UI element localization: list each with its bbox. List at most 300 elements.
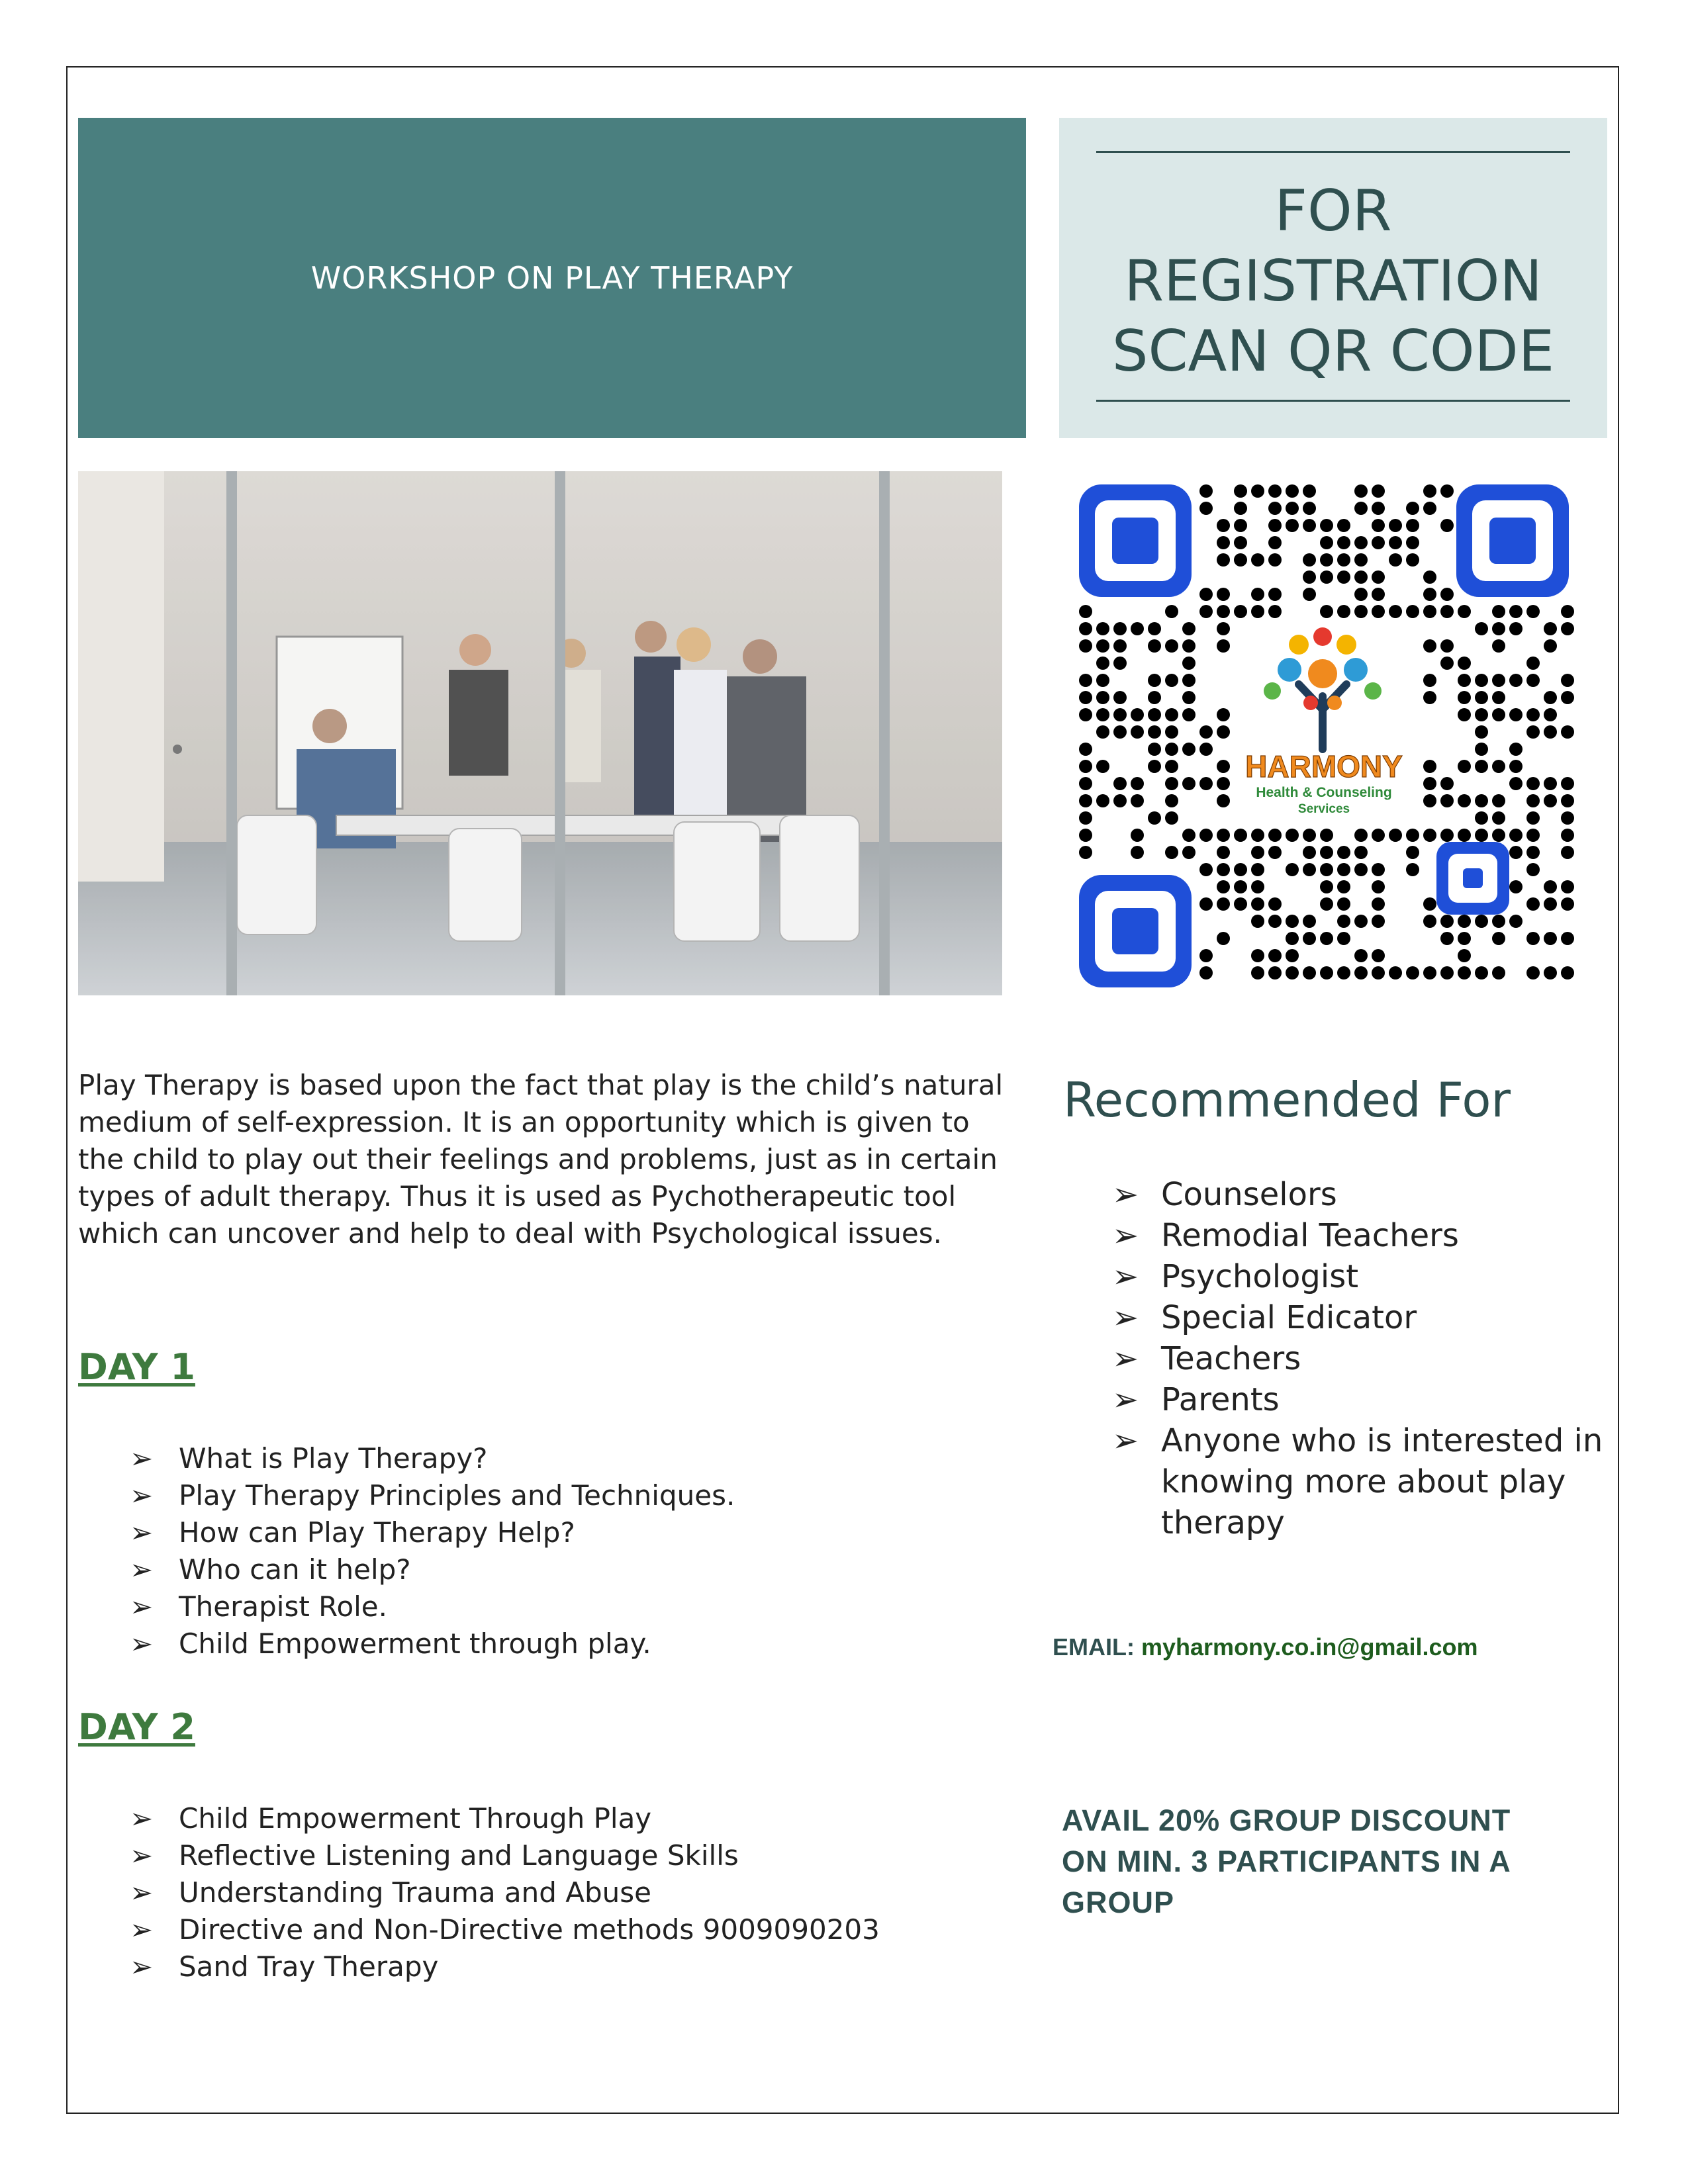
qr-module (1561, 897, 1574, 911)
qr-module (1492, 622, 1505, 635)
qr-module (1526, 811, 1540, 825)
qr-module (1458, 949, 1471, 962)
arrow-bullet-icon: ➢ (1112, 1217, 1139, 1254)
qr-module (1268, 484, 1282, 498)
qr-module (1492, 915, 1505, 928)
qr-module (1251, 897, 1264, 911)
arrow-bullet-icon: ➢ (130, 1950, 154, 1983)
qr-module (1423, 588, 1436, 601)
qr-module (1320, 536, 1333, 549)
qr-module (1458, 674, 1471, 687)
qr-module (1234, 502, 1247, 515)
qr-module (1423, 760, 1436, 773)
arrow-bullet-icon: ➢ (130, 1876, 154, 1909)
qr-module (1440, 966, 1454, 979)
recommended-audience-text: Remodial Teachers (1161, 1217, 1459, 1254)
qr-module (1303, 863, 1316, 876)
day1-topic (130, 1625, 990, 1662)
qr-module (1423, 674, 1436, 687)
qr-module (1165, 777, 1178, 790)
qr-module (1561, 674, 1574, 687)
qr-module (1544, 897, 1557, 911)
recommended-audience (1112, 1297, 1615, 1338)
qr-module (1561, 794, 1574, 807)
qr-module (1458, 915, 1471, 928)
qr-module (1372, 829, 1385, 842)
qr-module (1199, 777, 1213, 790)
qr-module (1526, 725, 1540, 739)
recommended-audience (1112, 1256, 1615, 1297)
qr-module (1286, 949, 1299, 962)
qr-module (1354, 949, 1368, 962)
qr-module (1544, 794, 1557, 807)
qr-module (1440, 605, 1454, 618)
recommended-audience-text: Special Edicator (1161, 1299, 1417, 1336)
day1-topic (130, 1588, 990, 1625)
qr-module (1389, 536, 1402, 549)
qr-module (1389, 605, 1402, 618)
qr-module (1079, 760, 1092, 773)
qr-module (1182, 674, 1196, 687)
qr-module (1475, 622, 1488, 635)
qr-module (1217, 519, 1230, 532)
qr-module (1440, 915, 1454, 928)
qr-module (1475, 691, 1488, 704)
arrow-bullet-icon: ➢ (1112, 1381, 1139, 1418)
qr-module (1389, 519, 1402, 532)
qr-module (1372, 915, 1385, 928)
registration-line-3: SCAN QR CODE (1111, 318, 1555, 385)
arrow-bullet-icon: ➢ (1112, 1176, 1139, 1213)
day2-topic-text: Sand Tray Therapy (179, 1950, 439, 1983)
qr-module (1561, 829, 1574, 842)
qr-module (1526, 674, 1540, 687)
qr-module (1286, 966, 1299, 979)
qr-module (1268, 553, 1282, 567)
qr-module (1148, 639, 1161, 653)
day1-topic (130, 1440, 990, 1477)
qr-module (1286, 502, 1299, 515)
qr-module (1526, 966, 1540, 979)
qr-module (1492, 605, 1505, 618)
qr-module (1440, 519, 1454, 532)
logo-tagline-2: Services (1297, 802, 1350, 816)
qr-module (1096, 725, 1109, 739)
qr-module (1561, 691, 1574, 704)
qr-module (1561, 846, 1574, 859)
qr-module (1440, 657, 1454, 670)
qr-module (1217, 605, 1230, 618)
qr-module (1320, 570, 1333, 584)
qr-module (1251, 966, 1264, 979)
qr-module (1096, 674, 1109, 687)
qr-module (1286, 863, 1299, 876)
qr-module (1217, 536, 1230, 549)
day1-topics (130, 1440, 990, 1662)
meeting-photo (78, 471, 1002, 995)
qr-module (1423, 829, 1436, 842)
qr-module (1199, 949, 1213, 962)
qr-module (1234, 536, 1247, 549)
qr-module (1286, 829, 1299, 842)
qr-module (1458, 657, 1471, 670)
qr-module (1372, 536, 1385, 549)
qr-module (1475, 794, 1488, 807)
day2-topic (130, 1874, 990, 1911)
group-discount-offer: AVAIL 20% GROUP DISCOUNT ON MIN. 3 PARTICIPANTS IN A GROUP (1062, 1803, 1511, 1919)
registration-qr-code[interactable] (1066, 471, 1582, 1001)
qr-module (1268, 605, 1282, 618)
qr-module (1182, 829, 1196, 842)
qr-module (1372, 897, 1385, 911)
qr-module (1286, 484, 1299, 498)
qr-module (1354, 536, 1368, 549)
qr-module (1113, 639, 1127, 653)
qr-module (1475, 760, 1488, 773)
qr-module (1389, 966, 1402, 979)
qr-module (1561, 605, 1574, 618)
qr-module (1096, 708, 1109, 721)
qr-module (1544, 777, 1557, 790)
qr-module (1372, 605, 1385, 618)
qr-module (1217, 639, 1230, 653)
qr-module (1492, 794, 1505, 807)
qr-module (1544, 880, 1557, 893)
arrow-bullet-icon: ➢ (130, 1516, 154, 1549)
arrow-bullet-icon: ➢ (130, 1442, 154, 1475)
qr-module (1182, 846, 1196, 859)
qr-module (1526, 846, 1540, 859)
qr-module (1217, 622, 1230, 635)
qr-module (1372, 863, 1385, 876)
qr-module (1079, 829, 1092, 842)
qr-module (1199, 743, 1213, 756)
qr-module (1406, 519, 1419, 532)
qr-module (1148, 760, 1161, 773)
qr-module (1303, 915, 1316, 928)
qr-module (1131, 777, 1144, 790)
qr-module (1148, 708, 1161, 721)
qr-module (1492, 639, 1505, 653)
qr-module (1423, 502, 1436, 515)
arrow-bullet-icon: ➢ (130, 1913, 154, 1946)
qr-module (1234, 484, 1247, 498)
qr-module (1406, 846, 1419, 859)
qr-module (1079, 846, 1092, 859)
qr-module (1509, 829, 1523, 842)
qr-module (1268, 502, 1282, 515)
email-address[interactable]: myharmony.co.in@gmail.com (1141, 1633, 1478, 1661)
day2-topics (130, 1800, 990, 1985)
qr-module (1354, 588, 1368, 601)
qr-module (1354, 484, 1368, 498)
day2-topic (130, 1948, 990, 1985)
qr-module (1544, 708, 1557, 721)
recommended-list (1112, 1174, 1615, 1543)
qr-module (1113, 657, 1127, 670)
qr-module (1165, 743, 1178, 756)
qr-module (1440, 932, 1454, 945)
qr-module (1251, 915, 1264, 928)
qr-module (1079, 691, 1092, 704)
qr-module (1372, 966, 1385, 979)
qr-module (1131, 829, 1144, 842)
qr-module (1113, 708, 1127, 721)
qr-module (1165, 760, 1178, 773)
qr-module (1268, 915, 1282, 928)
qr-module (1217, 760, 1230, 773)
qr-module (1148, 674, 1161, 687)
qr-module (1268, 897, 1282, 911)
qr-module (1475, 674, 1488, 687)
qr-module (1113, 777, 1127, 790)
day2-topic-text: Reflective Listening and Language Skills (179, 1839, 739, 1872)
workshop-title: WORKSHOP ON PLAY THERAPY (310, 260, 794, 296)
qr-module (1320, 829, 1333, 842)
registration-text (1059, 176, 1607, 387)
qr-module (1423, 915, 1436, 928)
qr-module (1509, 760, 1523, 773)
recommended-audience-text: Anyone who is interested in knowing more about play therapy (1161, 1422, 1603, 1541)
qr-module (1234, 829, 1247, 842)
qr-module (1165, 708, 1178, 721)
recommended-audience (1112, 1420, 1615, 1543)
qr-module (1148, 622, 1161, 635)
arrow-bullet-icon: ➢ (130, 1590, 154, 1623)
qr-module (1423, 897, 1436, 911)
qr-module (1475, 725, 1488, 739)
qr-module (1113, 622, 1127, 635)
qr-module (1354, 966, 1368, 979)
qr-module (1544, 725, 1557, 739)
qr-module (1182, 639, 1196, 653)
qr-module (1217, 708, 1230, 721)
day2-topic (130, 1837, 990, 1874)
day1-topic-text: What is Play Therapy? (179, 1442, 488, 1475)
qr-module (1423, 966, 1436, 979)
qr-module (1320, 519, 1333, 532)
qr-module (1217, 777, 1230, 790)
qr-module (1440, 588, 1454, 601)
day1-topic (130, 1477, 990, 1514)
qr-module (1458, 605, 1471, 618)
qr-module (1217, 863, 1230, 876)
qr-module (1320, 932, 1333, 945)
qr-module (1303, 829, 1316, 842)
day1-topic-text: Therapist Role. (179, 1590, 387, 1623)
qr-module (1492, 932, 1505, 945)
qr-module (1199, 966, 1213, 979)
qr-module (1148, 743, 1161, 756)
qr-module (1372, 484, 1385, 498)
qr-module (1458, 691, 1471, 704)
qr-module (1251, 605, 1264, 618)
qr-module (1268, 536, 1282, 549)
qr-module (1131, 708, 1144, 721)
qr-module (1458, 932, 1471, 945)
qr-module (1096, 622, 1109, 635)
qr-module (1182, 743, 1196, 756)
qr-module (1217, 846, 1230, 859)
qr-module (1423, 777, 1436, 790)
qr-module (1561, 622, 1574, 635)
qr-module (1458, 760, 1471, 773)
day2-topic-text: Child Empowerment Through Play (179, 1802, 652, 1835)
qr-module (1268, 966, 1282, 979)
logo-brand: HARMONY (1245, 749, 1403, 784)
qr-module (1475, 829, 1488, 842)
qr-module (1096, 760, 1109, 773)
qr-module (1165, 639, 1178, 653)
qr-module (1544, 639, 1557, 653)
qr-module (1372, 880, 1385, 893)
day2-topic (130, 1800, 990, 1837)
arrow-bullet-icon: ➢ (1112, 1422, 1139, 1459)
qr-module (1389, 829, 1402, 842)
qr-module (1423, 794, 1436, 807)
qr-module (1079, 639, 1092, 653)
qr-module (1440, 794, 1454, 807)
qr-module (1268, 949, 1282, 962)
qr-module (1199, 502, 1213, 515)
email-label: EMAIL: (1053, 1633, 1135, 1661)
qr-module (1234, 519, 1247, 532)
qr-module (1337, 863, 1350, 876)
arrow-bullet-icon: ➢ (1112, 1258, 1139, 1295)
qr-module (1165, 605, 1178, 618)
qr-module (1182, 657, 1196, 670)
qr-module (1199, 863, 1213, 876)
qr-module (1492, 966, 1505, 979)
qr-module (1337, 846, 1350, 859)
qr-module (1268, 588, 1282, 601)
qr-module (1079, 811, 1092, 825)
qr-module (1131, 846, 1144, 859)
qr-module (1406, 863, 1419, 876)
qr-module (1113, 691, 1127, 704)
qr-module (1406, 605, 1419, 618)
day2-heading: DAY 2 (78, 1706, 195, 1748)
qr-module (1251, 846, 1264, 859)
arrow-bullet-icon: ➢ (130, 1839, 154, 1872)
qr-module (1303, 502, 1316, 515)
qr-module (1475, 915, 1488, 928)
qr-module (1337, 932, 1350, 945)
qr-module (1251, 863, 1264, 876)
qr-module (1337, 536, 1350, 549)
qr-module (1320, 605, 1333, 618)
qr-module (1217, 829, 1230, 842)
qr-module (1079, 622, 1092, 635)
qr-module (1148, 691, 1161, 704)
qr-module (1165, 794, 1178, 807)
qr-module (1337, 897, 1350, 911)
qr-module (1303, 519, 1316, 532)
qr-module (1251, 829, 1264, 842)
qr-module (1475, 811, 1488, 825)
qr-module (1165, 674, 1178, 687)
logo-tagline-1: Health & Counseling (1256, 785, 1392, 800)
qr-module (1268, 846, 1282, 859)
qr-module (1337, 880, 1350, 893)
qr-module (1544, 691, 1557, 704)
qr-module (1079, 708, 1092, 721)
day1-heading: DAY 1 (78, 1346, 195, 1388)
day2-topic-text: Directive and Non-Directive methods 9009090203 (179, 1913, 880, 1946)
qr-module (1320, 966, 1333, 979)
qr-module (1079, 605, 1092, 618)
qr-module (1079, 794, 1092, 807)
recommended-audience-text: Parents (1161, 1381, 1280, 1418)
qr-module (1423, 639, 1436, 653)
qr-module (1526, 863, 1540, 876)
recommended-title: Recommended For (1063, 1072, 1511, 1128)
qr-module (1165, 846, 1178, 859)
qr-module (1526, 932, 1540, 945)
qr-module (1337, 966, 1350, 979)
qr-module (1526, 657, 1540, 670)
recommended-audience (1112, 1215, 1615, 1256)
qr-module (1492, 691, 1505, 704)
qr-module (1286, 915, 1299, 928)
qr-module (1199, 897, 1213, 911)
qr-module (1251, 553, 1264, 567)
qr-module (1199, 605, 1213, 618)
title-banner (78, 118, 1026, 438)
day1-topic-text: Play Therapy Principles and Techniques. (179, 1479, 735, 1512)
qr-module (1217, 553, 1230, 567)
qr-module (1303, 932, 1316, 945)
qr-module (1251, 949, 1264, 962)
day2-topic (130, 1911, 990, 1948)
qr-module (1561, 932, 1574, 945)
qr-module (1303, 966, 1316, 979)
qr-module (1458, 829, 1471, 842)
qr-module (1440, 829, 1454, 842)
qr-module (1475, 966, 1488, 979)
qr-module (1337, 605, 1350, 618)
qr-module (1509, 743, 1523, 756)
qr-module (1509, 846, 1523, 859)
qr-module (1475, 708, 1488, 721)
qr-module (1217, 897, 1230, 911)
qr-module (1337, 553, 1350, 567)
top-rule (1096, 151, 1570, 153)
qr-module (1337, 570, 1350, 584)
qr-module (1440, 484, 1454, 498)
qr-module (1354, 605, 1368, 618)
recommended-audience (1112, 1338, 1615, 1379)
qr-module (1544, 966, 1557, 979)
qr-module (1354, 863, 1368, 876)
qr-module (1492, 829, 1505, 842)
qr-module (1079, 674, 1092, 687)
bottom-rule (1096, 400, 1570, 402)
qr-module (1509, 880, 1523, 893)
qr-module (1561, 777, 1574, 790)
qr-module (1234, 863, 1247, 876)
qr-module (1354, 829, 1368, 842)
qr-module (1440, 777, 1454, 790)
qr-module (1423, 570, 1436, 584)
qr-module (1320, 897, 1333, 911)
registration-line-2: REGISTRATION (1124, 248, 1542, 314)
qr-module (1561, 966, 1574, 979)
qr-module (1509, 674, 1523, 687)
qr-module (1389, 553, 1402, 567)
qr-module (1544, 622, 1557, 635)
qr-module (1320, 880, 1333, 893)
